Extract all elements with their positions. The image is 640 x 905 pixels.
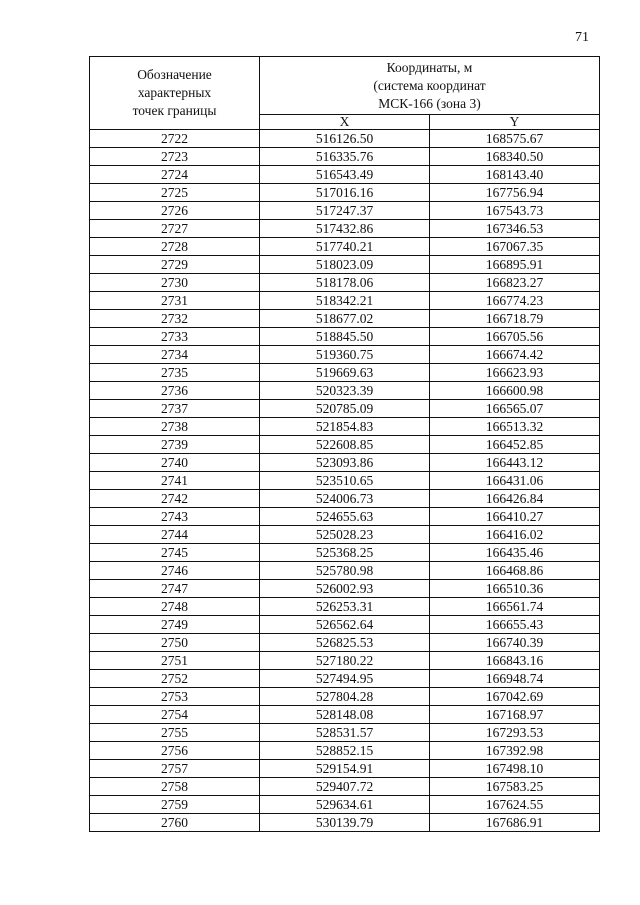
table-row — [90, 616, 600, 634]
x-coordinate-cell: 520323.39 — [260, 382, 430, 400]
y-coordinate-cell: 166510.36 — [430, 580, 600, 598]
x-coordinate-cell: 516126.50 — [260, 130, 430, 148]
header-coordinates — [260, 57, 600, 115]
point-id-cell: 2755 — [90, 724, 260, 742]
table-row — [90, 148, 600, 166]
y-coordinate-cell: 166431.06 — [430, 472, 600, 490]
y-coordinate-cell: 168575.67 — [430, 130, 600, 148]
point-id-cell: 2743 — [90, 508, 260, 526]
header-coordinates-line: Координаты, м — [386, 59, 473, 75]
y-coordinate-cell: 167543.73 — [430, 202, 600, 220]
table-row — [90, 346, 600, 364]
point-id-cell: 2754 — [90, 706, 260, 724]
y-coordinate-cell: 166948.74 — [430, 670, 600, 688]
point-id-cell: 2746 — [90, 562, 260, 580]
point-id-cell: 2748 — [90, 598, 260, 616]
point-id-cell: 2756 — [90, 742, 260, 760]
table-row — [90, 256, 600, 274]
point-id-cell: 2735 — [90, 364, 260, 382]
x-coordinate-cell: 517740.21 — [260, 238, 430, 256]
table-row — [90, 652, 600, 670]
point-id-cell: 2732 — [90, 310, 260, 328]
x-coordinate-cell: 516335.76 — [260, 148, 430, 166]
table-row — [90, 490, 600, 508]
point-id-cell: 2749 — [90, 616, 260, 634]
x-coordinate-cell: 527804.28 — [260, 688, 430, 706]
x-coordinate-cell: 519360.75 — [260, 346, 430, 364]
point-id-cell: 2740 — [90, 454, 260, 472]
table-row — [90, 130, 600, 148]
point-id-cell: 2739 — [90, 436, 260, 454]
point-id-cell: 2759 — [90, 796, 260, 814]
y-coordinate-cell: 166895.91 — [430, 256, 600, 274]
point-id-cell: 2753 — [90, 688, 260, 706]
y-coordinate-cell: 166600.98 — [430, 382, 600, 400]
table-row — [90, 328, 600, 346]
point-id-cell: 2723 — [90, 148, 260, 166]
x-coordinate-cell: 528531.57 — [260, 724, 430, 742]
table-row — [90, 364, 600, 382]
y-coordinate-cell: 166740.39 — [430, 634, 600, 652]
y-coordinate-cell: 166416.02 — [430, 526, 600, 544]
x-coordinate-cell: 523093.86 — [260, 454, 430, 472]
table-row — [90, 418, 600, 436]
y-coordinate-cell: 167624.55 — [430, 796, 600, 814]
x-coordinate-cell: 521854.83 — [260, 418, 430, 436]
x-coordinate-cell: 526825.53 — [260, 634, 430, 652]
x-coordinate-cell: 517016.16 — [260, 184, 430, 202]
x-coordinate-cell: 518342.21 — [260, 292, 430, 310]
header-designation-line: точек границы — [132, 103, 217, 118]
x-coordinate-cell: 528852.15 — [260, 742, 430, 760]
y-coordinate-cell: 167042.69 — [430, 688, 600, 706]
y-coordinate-cell: 166468.86 — [430, 562, 600, 580]
x-coordinate-cell: 524655.63 — [260, 508, 430, 526]
table-row — [90, 760, 600, 778]
table-row — [90, 220, 600, 238]
table-header — [90, 57, 600, 130]
y-coordinate-cell: 166426.84 — [430, 490, 600, 508]
table-row — [90, 598, 600, 616]
x-coordinate-cell: 527180.22 — [260, 652, 430, 670]
x-coordinate-cell: 518845.50 — [260, 328, 430, 346]
page-number: 71 — [575, 30, 589, 45]
table-row — [90, 508, 600, 526]
x-coordinate-cell: 528148.08 — [260, 706, 430, 724]
x-coordinate-cell: 525028.23 — [260, 526, 430, 544]
header-y: Y — [430, 115, 600, 130]
point-id-cell: 2750 — [90, 634, 260, 652]
header-designation — [90, 57, 260, 130]
x-coordinate-cell: 526562.64 — [260, 616, 430, 634]
table-row — [90, 742, 600, 760]
y-coordinate-cell: 167498.10 — [430, 760, 600, 778]
y-coordinate-cell: 167686.91 — [430, 814, 600, 832]
y-coordinate-cell: 166443.12 — [430, 454, 600, 472]
x-coordinate-cell: 518677.02 — [260, 310, 430, 328]
y-coordinate-cell: 166705.56 — [430, 328, 600, 346]
x-coordinate-cell: 527494.95 — [260, 670, 430, 688]
point-id-cell: 2757 — [90, 760, 260, 778]
x-coordinate-cell: 524006.73 — [260, 490, 430, 508]
header-designation-line: характерных — [137, 85, 212, 100]
point-id-cell: 2745 — [90, 544, 260, 562]
x-coordinate-cell: 518023.09 — [260, 256, 430, 274]
point-id-cell: 2747 — [90, 580, 260, 598]
point-id-cell: 2729 — [90, 256, 260, 274]
point-id-cell: 2728 — [90, 238, 260, 256]
x-coordinate-cell: 526002.93 — [260, 580, 430, 598]
point-id-cell: 2727 — [90, 220, 260, 238]
point-id-cell: 2725 — [90, 184, 260, 202]
x-coordinate-cell: 523510.65 — [260, 472, 430, 490]
x-coordinate-cell: 518178.06 — [260, 274, 430, 292]
table-body — [90, 130, 600, 832]
y-coordinate-cell: 167756.94 — [430, 184, 600, 202]
table-row — [90, 796, 600, 814]
y-coordinate-cell: 167583.25 — [430, 778, 600, 796]
table-row — [90, 382, 600, 400]
table-row — [90, 166, 600, 184]
header-coordinates-line: МСК-166 (зона 3) — [378, 95, 481, 111]
point-id-cell: 2731 — [90, 292, 260, 310]
y-coordinate-cell: 166513.32 — [430, 418, 600, 436]
table-row — [90, 454, 600, 472]
point-id-cell: 2744 — [90, 526, 260, 544]
x-coordinate-cell: 526253.31 — [260, 598, 430, 616]
point-id-cell: 2741 — [90, 472, 260, 490]
x-coordinate-cell: 522608.85 — [260, 436, 430, 454]
point-id-cell: 2742 — [90, 490, 260, 508]
point-id-cell: 2751 — [90, 652, 260, 670]
point-id-cell: 2733 — [90, 328, 260, 346]
table-row — [90, 202, 600, 220]
table-row — [90, 670, 600, 688]
table-row — [90, 292, 600, 310]
x-coordinate-cell: 530139.79 — [260, 814, 430, 832]
x-coordinate-cell: 519669.63 — [260, 364, 430, 382]
x-coordinate-cell: 516543.49 — [260, 166, 430, 184]
point-id-cell: 2724 — [90, 166, 260, 184]
y-coordinate-cell: 167392.98 — [430, 742, 600, 760]
y-coordinate-cell: 166435.46 — [430, 544, 600, 562]
point-id-cell: 2734 — [90, 346, 260, 364]
y-coordinate-cell: 166823.27 — [430, 274, 600, 292]
table-row — [90, 526, 600, 544]
point-id-cell: 2736 — [90, 382, 260, 400]
y-coordinate-cell: 167168.97 — [430, 706, 600, 724]
y-coordinate-cell: 166674.42 — [430, 346, 600, 364]
point-id-cell: 2752 — [90, 670, 260, 688]
header-x: X — [260, 115, 430, 130]
table-row — [90, 472, 600, 490]
point-id-cell: 2737 — [90, 400, 260, 418]
point-id-cell: 2722 — [90, 130, 260, 148]
y-coordinate-cell: 168340.50 — [430, 148, 600, 166]
y-coordinate-cell: 167346.53 — [430, 220, 600, 238]
x-coordinate-cell: 525780.98 — [260, 562, 430, 580]
point-id-cell: 2730 — [90, 274, 260, 292]
table-row — [90, 778, 600, 796]
y-coordinate-cell: 166452.85 — [430, 436, 600, 454]
y-coordinate-cell: 166843.16 — [430, 652, 600, 670]
table-row — [90, 310, 600, 328]
y-coordinate-cell: 167293.53 — [430, 724, 600, 742]
header-coordinates-line: (система координат — [373, 77, 486, 93]
table-row — [90, 580, 600, 598]
table-row — [90, 688, 600, 706]
point-id-cell: 2760 — [90, 814, 260, 832]
x-coordinate-cell: 529407.72 — [260, 778, 430, 796]
table-row — [90, 724, 600, 742]
y-coordinate-cell: 166774.23 — [430, 292, 600, 310]
coordinates-table — [89, 56, 600, 832]
y-coordinate-cell: 166565.07 — [430, 400, 600, 418]
table-row — [90, 238, 600, 256]
y-coordinate-cell: 167067.35 — [430, 238, 600, 256]
point-id-cell: 2758 — [90, 778, 260, 796]
table-row — [90, 184, 600, 202]
table-row — [90, 562, 600, 580]
x-coordinate-cell: 529634.61 — [260, 796, 430, 814]
x-coordinate-cell: 517247.37 — [260, 202, 430, 220]
table-row — [90, 436, 600, 454]
y-coordinate-cell: 166655.43 — [430, 616, 600, 634]
table-row — [90, 634, 600, 652]
y-coordinate-cell: 166410.27 — [430, 508, 600, 526]
y-coordinate-cell: 166623.93 — [430, 364, 600, 382]
y-coordinate-cell: 166718.79 — [430, 310, 600, 328]
x-coordinate-cell: 520785.09 — [260, 400, 430, 418]
table-row — [90, 400, 600, 418]
x-coordinate-cell: 525368.25 — [260, 544, 430, 562]
table-row — [90, 706, 600, 724]
x-coordinate-cell: 517432.86 — [260, 220, 430, 238]
header-designation-line: Обозначение — [137, 67, 212, 82]
point-id-cell: 2738 — [90, 418, 260, 436]
table-row — [90, 814, 600, 832]
point-id-cell: 2726 — [90, 202, 260, 220]
table-row — [90, 544, 600, 562]
y-coordinate-cell: 166561.74 — [430, 598, 600, 616]
x-coordinate-cell: 529154.91 — [260, 760, 430, 778]
y-coordinate-cell: 168143.40 — [430, 166, 600, 184]
table-row — [90, 274, 600, 292]
